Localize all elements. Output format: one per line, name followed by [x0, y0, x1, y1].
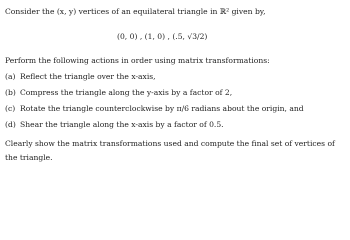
step-a — [5, 72, 156, 82]
vertices-list: (0, 0) , (1, 0) , (.5, √3/2) — [117, 32, 208, 41]
step-text: Shear the triangle along the x-axis by a factor of 0.5. — [20, 120, 224, 129]
step-label: (c) — [5, 104, 16, 113]
step-label: (b) — [5, 88, 16, 97]
instruction-text: Perform the following actions in order using matrix transformations: — [5, 56, 270, 65]
step-d — [5, 120, 224, 130]
intro-text: Consider the (x, y) vertices of an equilateral triangle in ℝ² given by, — [5, 7, 266, 16]
conclusion-line-2: the triangle. — [5, 153, 53, 162]
step-c — [5, 104, 304, 114]
step-label: (a) — [5, 72, 16, 81]
step-text: Rotate the triangle counterclockwise by π/6 radians about the origin, and — [20, 104, 304, 113]
step-text: Compress the triangle along the y-axis by a factor of 2, — [20, 88, 233, 97]
step-text: Reflect the triangle over the x-axis, — [20, 72, 156, 81]
step-label: (d) — [5, 120, 16, 129]
conclusion-line-1: Clearly show the matrix transformations used and compute the final set of vertices of — [5, 139, 335, 148]
step-b — [5, 88, 232, 98]
